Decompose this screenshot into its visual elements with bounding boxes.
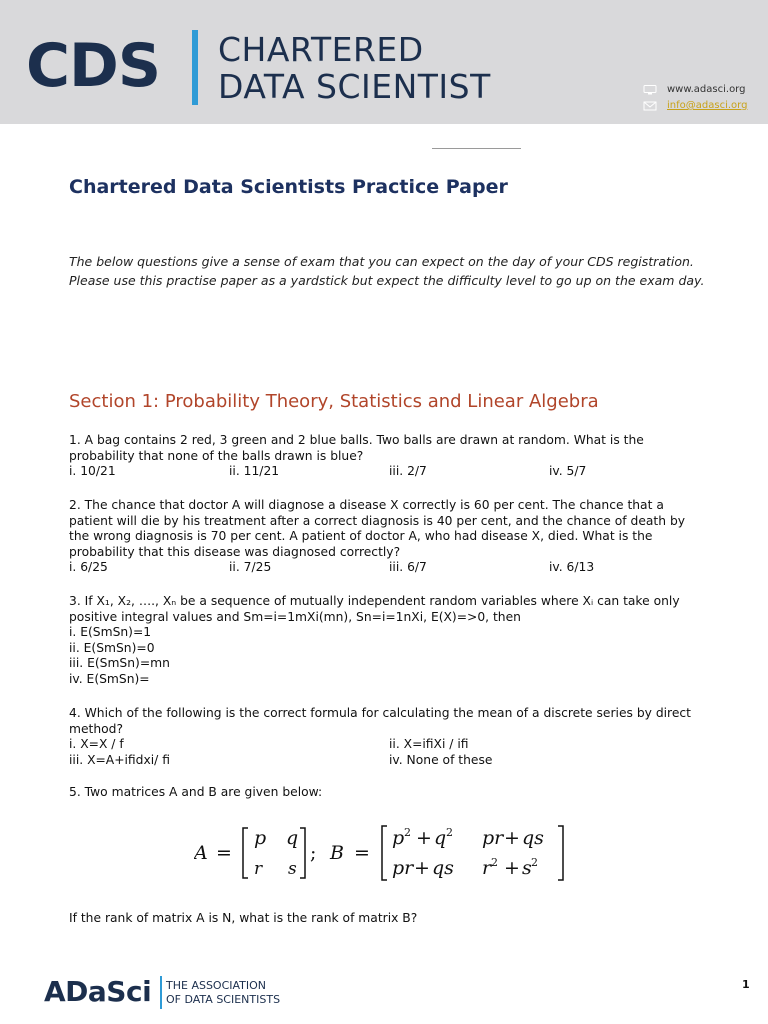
svg-text:;: ; (310, 842, 317, 864)
svg-text:2: 2 (491, 856, 498, 869)
option: i. E(SmSn)=1 (69, 625, 152, 639)
divider-rule (432, 148, 521, 149)
question-1 (69, 433, 709, 480)
matrix-equation (194, 822, 574, 884)
question-text: 2. The chance that doctor A will diagnose a disease X correctly is 60 per cent. The chance that a patient will die by his treatment after a correct diagnosis is 40 per cent, and the chance of death by the wrong diagnosis is 70 per cent. A patient of doctor A, who had disease X, died. What is the probability that this disease was diagnosed correctly? (69, 498, 686, 559)
svg-text:=: = (216, 842, 232, 864)
svg-text:+: + (504, 827, 520, 849)
footer-divider (160, 976, 162, 1009)
option: i. 10/21 (69, 464, 116, 478)
option: iv. E(SmSn)= (69, 671, 150, 686)
svg-text:B: B (330, 842, 344, 864)
cds-logo: CDS (26, 31, 161, 101)
email-link[interactable]: info@adasci.org (667, 100, 748, 111)
options-row (69, 753, 709, 769)
question-4 (69, 706, 709, 768)
option: iii. E(SmSn)=mn (69, 656, 170, 670)
question-text: 1. A bag contains 2 red, 3 green and 2 blue balls. Two balls are drawn at random. What is the probability that none of the balls drawn is blue? (69, 433, 644, 463)
options-row (69, 464, 709, 480)
svg-text:2: 2 (446, 826, 453, 839)
option: i. X=X / f (69, 737, 124, 751)
svg-text:r: r (254, 859, 263, 879)
association-line1: THE ASSOCIATION (166, 979, 267, 992)
option: iii. X=A+ifidxi/ fi (69, 752, 170, 767)
svg-text:r: r (482, 857, 492, 879)
option: ii. 11/21 (229, 464, 280, 478)
svg-text:pr: pr (392, 857, 414, 879)
question-2 (69, 498, 709, 576)
svg-text:+: + (414, 857, 430, 879)
svg-text:pr: pr (482, 827, 504, 849)
org-name-line1: CHARTERED (218, 30, 424, 69)
question-text: 5. Two matrices A and B are given below: (69, 785, 323, 799)
svg-text:qs: qs (522, 827, 544, 849)
svg-text:p: p (254, 827, 267, 849)
association-line2: OF DATA SCIENTISTS (166, 992, 281, 1006)
options-row (69, 560, 709, 576)
section-heading: Section 1: Probability Theory, Statistics and Linear Algebra (69, 391, 599, 412)
svg-text:2: 2 (531, 856, 538, 869)
svg-text:p: p (392, 827, 405, 849)
option: ii. 7/25 (229, 560, 272, 574)
option: iii. 2/7 (389, 464, 427, 478)
page-header (0, 0, 768, 124)
website-link[interactable]: www.adasci.org (667, 84, 746, 95)
svg-text:2: 2 (404, 826, 411, 839)
intro-paragraph: The below questions give a sense of exam that you can expect on the day of your CDS registration. Please use this practise paper as a yardstick but expect the difficulty level to go up on the exam day. (69, 254, 705, 288)
org-name-line2: DATA SCIENTIST (218, 67, 491, 106)
envelope-icon (643, 101, 657, 111)
svg-text:=: = (354, 842, 370, 864)
svg-text:s: s (522, 857, 532, 879)
svg-text:qs: qs (432, 857, 454, 879)
logo-divider (192, 30, 198, 105)
page-title: Chartered Data Scientists Practice Paper (69, 176, 508, 198)
adasci-logo: ADaSci (44, 975, 152, 1008)
svg-text:q: q (434, 827, 447, 849)
option: iv. 5/7 (549, 464, 587, 478)
page-number: 1 (742, 978, 750, 991)
question-text: 4. Which of the following is the correct formula for calculating the mean of a discrete series by direct method? (69, 706, 691, 736)
association-name (166, 979, 280, 1006)
option: iv. None of these (389, 752, 493, 767)
option: iii. 6/7 (389, 560, 427, 574)
svg-text:s: s (288, 859, 297, 879)
org-name (218, 31, 491, 105)
question-5 (69, 785, 709, 801)
question-5-followup: If the rank of matrix A is N, what is the rank of matrix B? (69, 911, 418, 925)
contact-block (643, 82, 747, 114)
svg-text:+: + (416, 827, 432, 849)
monitor-icon (643, 85, 657, 95)
svg-text:A: A (194, 842, 208, 864)
option: i. 6/25 (69, 560, 108, 574)
svg-text:+: + (504, 857, 520, 879)
option: ii. E(SmSn)=0 (69, 640, 155, 655)
option: ii. X=ifiXi / ifi (389, 737, 469, 751)
svg-text:q: q (286, 827, 299, 849)
question-3 (69, 594, 709, 687)
option: iv. 6/13 (549, 560, 595, 574)
options-row (69, 737, 709, 753)
question-text: 3. If X₁, X₂, …., Xₙ be a sequence of mutually independent random variables where Xᵢ can take only positive integral values and Sm=i=1mXi(mn), Sn=i=1nXi, E(X)=>0, then (69, 594, 680, 624)
